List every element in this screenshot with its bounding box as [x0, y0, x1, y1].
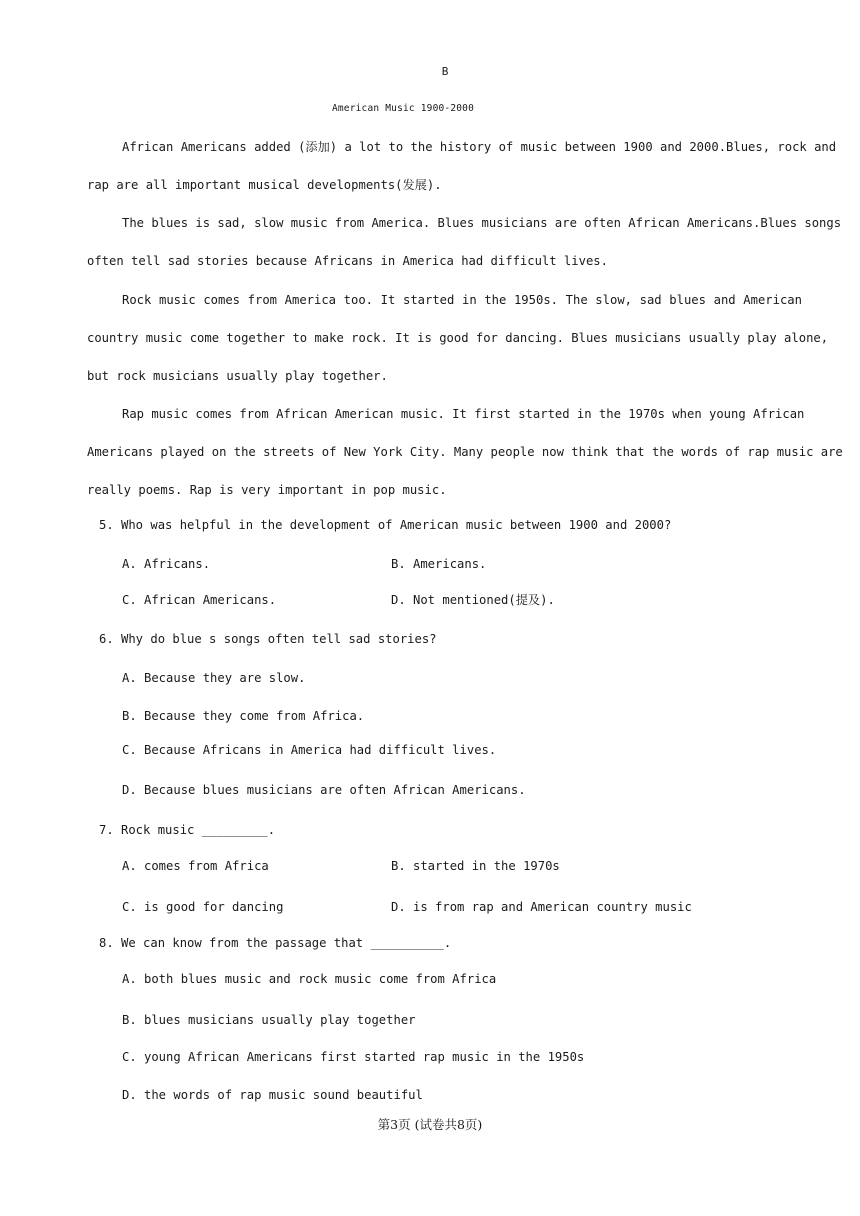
question-7-option-d[interactable]: D. is from rap and American country music — [391, 900, 692, 914]
question-7-option-b[interactable]: B. started in the 1970s — [391, 859, 560, 873]
paragraph-3-line-2: country music come together to make rock. It is good for dancing. Blues musicians usually play alone, — [87, 331, 829, 345]
paragraph-4-line-3: really poems. Rap is very important in pop music. — [87, 483, 447, 497]
paragraph-2-line-1: The blues is sad, slow music from America. Blues musicians are often African Americans.Blues songs — [122, 216, 842, 230]
question-5-option-b[interactable]: B. Americans. — [391, 557, 487, 571]
question-5-option-a[interactable]: A. Africans. — [122, 557, 211, 571]
question-6-option-d[interactable]: D. Because blues musicians are often African Americans. — [122, 783, 526, 797]
paragraph-3-line-3: but rock musicians usually play together. — [87, 369, 388, 383]
question-5-option-d[interactable]: D. Not mentioned(提及). — [391, 593, 555, 607]
question-8-stem: 8. We can know from the passage that __________. — [99, 936, 452, 950]
question-6-stem: 6. Why do blue s songs often tell sad stories? — [99, 632, 437, 646]
paragraph-4-line-1: Rap music comes from African American music. It first started in the 1970s when young African — [122, 407, 805, 421]
passage-title: American Music 1900-2000 — [331, 103, 475, 114]
paragraph-2-line-2: often tell sad stories because Africans in America had difficult lives. — [87, 254, 608, 268]
question-5-stem: 5. Who was helpful in the development of American music between 1900 and 2000? — [99, 518, 672, 532]
question-7-stem: 7. Rock music _________. — [99, 823, 276, 837]
paragraph-1-line-1: African Americans added (添加) a lot to the history of music between 1900 and 2000.Blues, rock and — [122, 140, 837, 154]
question-8-option-b[interactable]: B. blues musicians usually play together — [122, 1013, 416, 1027]
question-5-option-c[interactable]: C. African Americans. — [122, 593, 277, 607]
question-6-option-b[interactable]: B. Because they come from Africa. — [122, 709, 365, 723]
section-label: B — [441, 65, 449, 78]
question-8-option-d[interactable]: D. the words of rap music sound beautiful — [122, 1088, 423, 1102]
paragraph-3-line-1: Rock music comes from America too. It started in the 1950s. The slow, sad blues and American — [122, 293, 802, 307]
question-6-option-a[interactable]: A. Because they are slow. — [122, 671, 306, 685]
question-6-option-c[interactable]: C. Because Africans in America had difficult lives. — [122, 743, 497, 757]
question-7-option-a[interactable]: A. comes from Africa — [122, 859, 269, 873]
question-8-option-c[interactable]: C. young African Americans first started rap music in the 1950s — [122, 1050, 585, 1064]
paragraph-1-line-2: rap are all important musical developments(发展). — [87, 178, 442, 192]
question-7-option-c[interactable]: C. is good for dancing — [122, 900, 284, 914]
page-footer: 第3页 (试卷共8页) — [377, 1117, 483, 1132]
paragraph-4-line-2: Americans played on the streets of New York City. Many people now think that the words of rap music are — [87, 445, 843, 459]
question-8-option-a[interactable]: A. both blues music and rock music come from Africa — [122, 972, 497, 986]
